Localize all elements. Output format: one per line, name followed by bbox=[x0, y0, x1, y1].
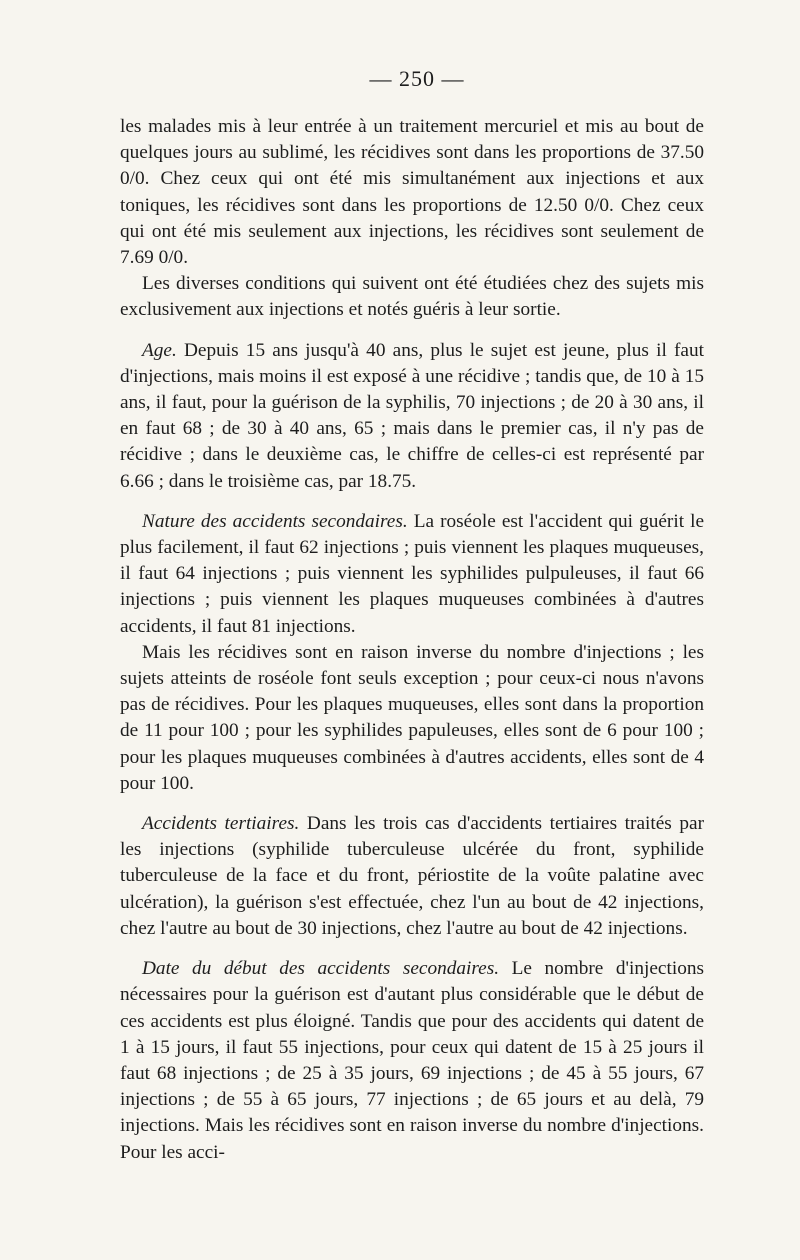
paragraph-tertiaires-heading: Accidents tertiaires. bbox=[142, 813, 300, 835]
paragraph-age bbox=[120, 338, 704, 495]
paragraph-date-heading: Date du début des accidents secondaires. bbox=[142, 958, 500, 980]
paragraph-tertiaires bbox=[120, 811, 704, 942]
paragraph-age-text: Depuis 15 ans jusqu'à 40 ans, plus le sujet est jeune, plus il faut d'injections, mais moins il est exposé à une récidive ; tandis que, de 10 à 15 ans, il faut, pour la guérison de la syphilis, 70 injections ; de 20 à 30 ans, il en faut 68 ; de 30 à 40 ans, 65 ; mais dans le premier cas, il n'y pas de récidive ; dans le deuxième cas, le chiffre de celles-ci est représenté par 6.66 ; dans le troisième cas, par 18.75. bbox=[120, 339, 704, 492]
paragraph-date-text: Le nombre d'injections nécessaires pour la guérison est d'autant plus considérable que le début de ces accidents est plus éloigné. Tandis que pour des accidents qui datent de 1 à 15 jours, il faut 55 injections, pour ceux qui datent de 15 à 25 jours il faut 68 injections ; de 25 à 35 jours, 69 injections ; de 45 à 55 jours, 67 injections ; de 55 à 65 jours, 77 injections ; de 65 jours et au delà, 79 injections. Mais les récidives sont en raison inverse du nombre d'injections. Pour les acci- bbox=[120, 958, 704, 1163]
paragraph-2 bbox=[120, 271, 704, 323]
paragraph-date bbox=[120, 956, 704, 1166]
paragraph-1 bbox=[120, 114, 704, 271]
paragraph-age-heading: Age. bbox=[142, 339, 177, 361]
paragraph-1-text: les malades mis à leur entrée à un traitement mercuriel et mis au bout de quelques jours au sublimé, les récidives sont dans les proportions de 37.50 0/0. Chez ceux qui ont été mis simultanément aux injections et aux toniques, les récidives sont dans les proportions de 12.50 0/0. Chez ceux qui ont été mis seulement aux injections, les récidives sont seulement de 7.69 0/0. bbox=[120, 116, 704, 269]
paragraph-recidives-text: Mais les récidives sont en raison inverse du nombre d'injections ; les sujets atteints de roséole font seuls exception ; pour ceux-ci nous n'avons pas de récidives. Pour les plaques muqueuses, elles sont dans la proportion de 11 pour 100 ; pour les syphilides papuleuses, elles sont de 6 pour 100 ; pour les plaques muqueuses combinées à d'autres accidents, elles sont de 4 pour 100. bbox=[120, 641, 704, 794]
paragraph-nature bbox=[120, 509, 704, 640]
page-number: — 250 — bbox=[369, 66, 465, 91]
paragraph-2-text: Les diverses conditions qui suivent ont été étudiées chez des sujets mis exclusivement aux injections et notés guéris à leur sortie. bbox=[120, 273, 704, 321]
paragraph-tertiaires-text: Dans les trois cas d'accidents tertiaires traités par les injections (syphilide tuberculeuse ulcérée du front, syphilide tuberculeuse de la face et du front, périostite de la voûte palatine avec ulcération), la guérison s'est effectuée, chez l'un au bout de 42 injections, chez l'autre au bout de 30 injections, chez l'autre au bout de 42 injections. bbox=[120, 813, 704, 939]
paragraph-nature-heading: Nature des accidents secondaires. bbox=[142, 510, 408, 532]
paragraph-recidives bbox=[120, 640, 704, 797]
paragraph-nature-text: La roséole est l'accident qui guérit le plus facilement, il faut 62 injections ; puis viennent les plaques muqueuses, il faut 64 injections ; puis viennent les syphilides pulpuleuses, il faut 66 injections ; puis viennent les plaques muqueuses combinées à d'autres accidents, il faut 81 injections. bbox=[120, 510, 705, 637]
